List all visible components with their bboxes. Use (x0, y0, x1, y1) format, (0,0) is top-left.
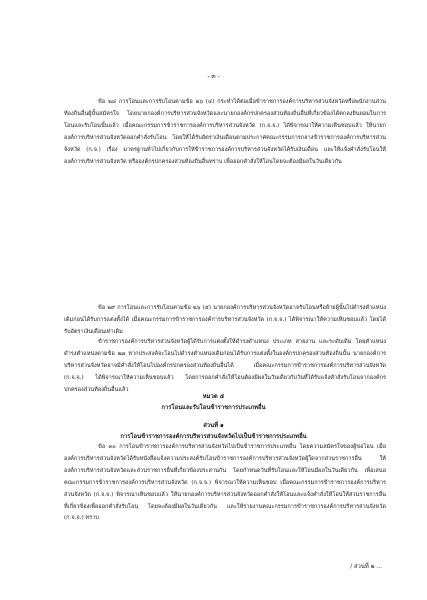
paragraph-article-30: ข้อ ๓๐ การโอนข้าราชการองค์การบริหารส่วนจังหวัดไปเป็นข้าราชการประเภทอื่น โดยความสมัครใจของผู้ขอโอน เมื่อองค์การบริหารส่วนจังหวัดได้รับหนังสือแจ้งความประสงค์รับโอนข้าราชการองค์การบริหารส่วนจังหวัดผู้ใดจากส่วนราชการอื่น ให้องค์การบริหารส่วนจังหวัดและส่วนราชการอื่นที่เกี่ยวข้องประสานกัน โดยกำหนดวันที่รับโอนและให้โอนมีผลในวันเดียวกัน เพื่อเสนอคณะกรรมการข้าราชการองค์การบริหารส่วนจังหวัด (ก.จ.จ.) พิจารณาให้ความเห็นชอบ เมื่อคณะกรรมการข้าราชการองค์การบริหารส่วนจังหวัด (ก.จ.จ.) พิจารณาเห็นชอบแล้ว ให้นายกองค์การบริหารส่วนจังหวัดออกคำสั่งให้โอนและแจ้งคำสั่งให้โอนให้ส่วนราชการอื่นที่เกี่ยวข้องเพื่อออกคำสั่งรับโอน โดยจะต้องมีผลในวันเดียวกัน และให้รายงานคณะกรรมการข้าราชการองค์การบริหารส่วนจังหวัด (ก.จ.จ.) ทราบ (64, 444, 386, 522)
chapter-label: หมวด ๕ (202, 393, 225, 400)
paragraph-article-29-continued: ข้าราชการองค์การบริหารส่วนจังหวัดผู้ได้รับการแต่งตั้งให้ดำรงตำแหน่ง ประเภท สายงาน และระดับเดิม โดยตำแหน่งดำรงตำแหน่งตามข้อ ๒๗ หากประสงค์จะโอนไปดำรงตำแหน่งเดิมก่อนได้รับการแต่งตั้งในองค์กรปกครองส่วนท้องถิ่นนั้น นายกองค์การบริหารส่วนจังหวัดอาจมีคำสั่งให้โอนไปองค์กรปกครองส่วนท้องถิ่นอื่นได้ เมื่อคณะกรรมการข้าราชการองค์การบริหารส่วนจังหวัด (ก.จ.จ.) ได้พิจารณาให้ความเห็นชอบแล้ว โดยการออกคำสั่งให้โอนต้องมีผลในวันเดียวกับวันที่ได้รับแจ้งคำสั่งรับโอนจากองค์กรปกครองส่วนท้องถิ่นอื่นแล้ว (64, 339, 386, 393)
paragraph-article-29: ข้อ ๒๙ การโอนและการรับโอนตามข้อ ๒๖ (๕) นายกองค์การบริหารส่วนจังหวัดอาจรับโอนหรือย้ายผู้นั้นไปดำรงตำแหน่งเดิมก่อนได้รับการแต่งตั้งได้ เมื่อคณะกรรมการข้าราชการองค์การบริหารส่วนจังหวัด (ก.จ.จ.) ได้พิจารณาให้ความเห็นชอบแล้ว โดยได้รับอัตราเงินเดือนเท่าเดิม (64, 305, 386, 335)
section-title: การโอนข้าราชการองค์การบริหารส่วนจังหวัดไปเป็นข้าราชการประเภทอื่น (120, 433, 307, 440)
page-number: - ๓ - (207, 73, 220, 80)
paragraph-article-28: ข้อ ๒๘ การโอนและการรับโอนตามข้อ ๒๖ (๔) กระทำได้ต่อเมื่อข้าราชการองค์การบริหารส่วนจังหวัดหรือพนักงานส่วนท้องถิ่นอื่นผู้นั้นสมัครใจ โดยนายกองค์การบริหารส่วนจังหวัดและนายกองค์กรปกครองส่วนท้องถิ่นอื่นที่เกี่ยวข้องได้ตกลงยินยอมในการโอนและรับโอนนั้นแล้ว เมื่อคณะกรรมการข้าราชการองค์การบริหารส่วนจังหวัด (ก.จ.จ.) ได้พิจารณาให้ความเห็นชอบแล้ว ให้นายกองค์การบริหารส่วนจังหวัดออกคำสั่งรับโอน โดยให้ได้รับอัตราเงินเดือนตามประกาศคณะกรรมการกลางข้าราชการองค์การบริหารส่วนจังหวัด (ก.จ.) เรื่อง มาตรฐานทั่วไปเกี่ยวกับการให้ข้าราชการองค์การบริหารส่วนจังหวัดได้รับเงินเดือน และให้แจ้งคำสั่งรับโอนให้องค์การบริหารส่วนจังหวัด หรือองค์กรปกครองส่วนท้องถิ่นอื่นทราบ เพื่อออกคำสั่งให้โอนโดยจะต้องมีผลในวันเดียวกัน (64, 99, 386, 165)
section-label: ส่วนที่ ๑ (203, 422, 224, 429)
chapter-title: การโอนและรับโอนข้าราชการประเภทอื่น (161, 404, 266, 411)
continue-marker: / ส่วนที่ ๒ ... (350, 564, 382, 570)
